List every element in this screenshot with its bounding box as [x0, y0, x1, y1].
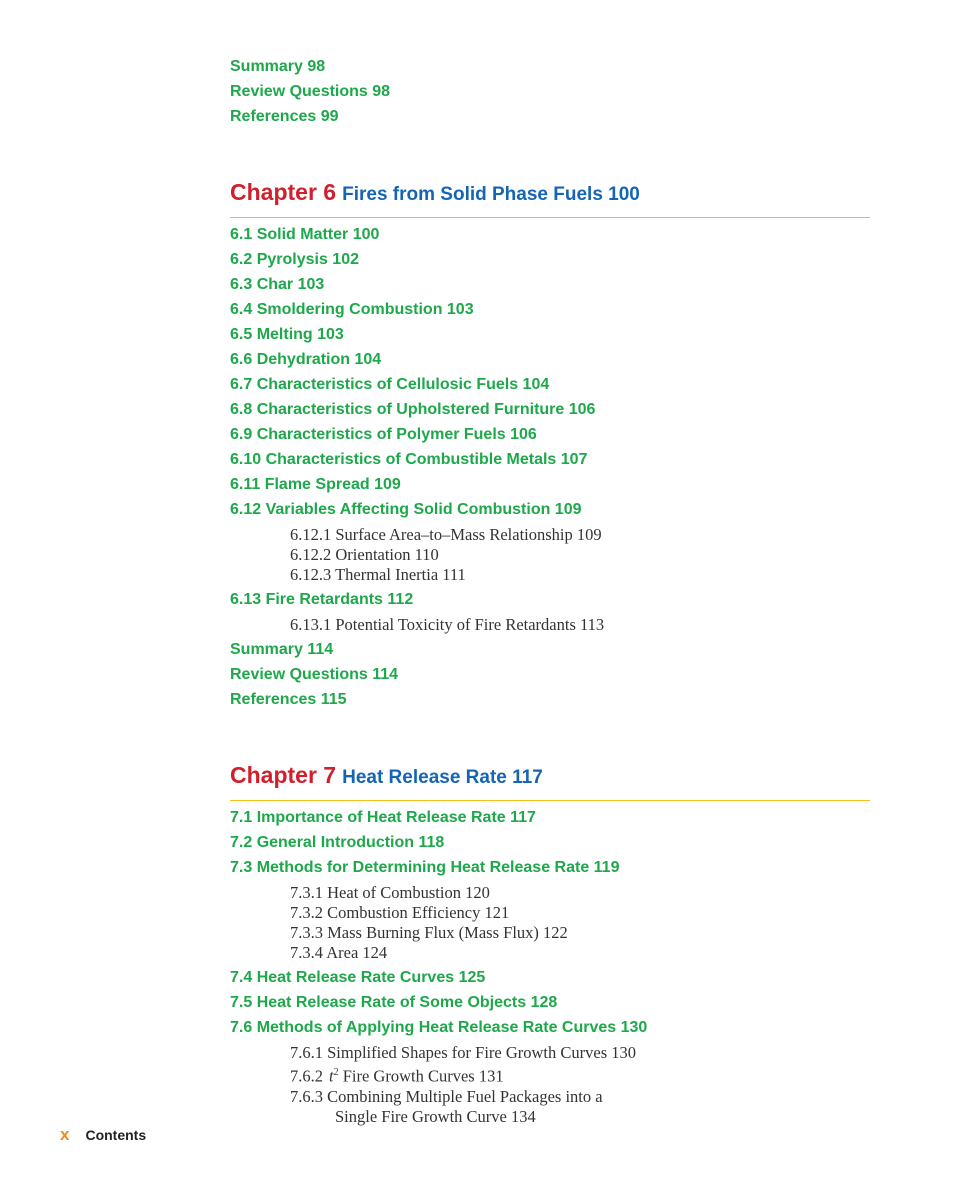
math-superscript: 2	[333, 1067, 339, 1078]
toc-subsection[interactable]: 6.13.1 Potential Toxicity of Fire Retardants 113	[290, 615, 605, 634]
table-of-contents	[230, 54, 870, 1129]
toc-section[interactable]: 6.8 Characteristics of Upholstered Furniture 106	[230, 401, 596, 418]
chapter-7-title: Heat Release Rate 117	[342, 767, 543, 788]
subsection-list-7-3	[230, 880, 870, 965]
chapter-6-sections	[230, 222, 870, 712]
chapter-6-title: Fires from Solid Phase Fuels 100	[342, 184, 640, 205]
toc-subsection[interactable]: 7.6.3 Combining Multiple Fuel Packages into a	[290, 1086, 603, 1106]
toc-subsection[interactable]: 7.3.4 Area 124	[290, 943, 388, 962]
subsection-number: 7.6.2	[290, 1066, 323, 1086]
toc-section[interactable]: 7.6 Methods of Applying Heat Release Rate Curves 130	[230, 1019, 648, 1036]
continuation-text: Single Fire Growth Curve 134	[335, 1106, 536, 1126]
toc-entry-references[interactable]: References 99	[230, 108, 339, 125]
chapter-6-label: Chapter 6	[230, 179, 337, 205]
toc-section[interactable]: 6.9 Characteristics of Polymer Fuels 106	[230, 426, 537, 443]
chapter-7-sections	[230, 805, 870, 1129]
toc-section[interactable]: 6.3 Char 103	[230, 276, 325, 293]
page-footer	[60, 1124, 146, 1146]
toc-entry-review-questions[interactable]: Review Questions 114	[230, 666, 399, 683]
chapter-7-label: Chapter 7	[230, 762, 337, 788]
toc-entry-summary[interactable]: Summary 98	[230, 58, 326, 75]
chapter-6-divider	[230, 217, 870, 218]
top-entries	[230, 54, 870, 129]
math-variable: t	[329, 1066, 334, 1086]
toc-section[interactable]: 6.10 Characteristics of Combustible Metals 107	[230, 451, 588, 468]
subsection-list-7-6	[230, 1040, 870, 1129]
toc-section[interactable]: 7.2 General Introduction 118	[230, 834, 445, 851]
chapter-7-heading[interactable]	[230, 759, 870, 791]
toc-subsection[interactable]: 7.6.1 Simplified Shapes for Fire Growth Curves 130	[290, 1043, 637, 1062]
toc-subsection[interactable]: 6.12.1 Surface Area–to–Mass Relationship 109	[290, 525, 602, 544]
toc-section[interactable]: 7.4 Heat Release Rate Curves 125	[230, 969, 486, 986]
running-footer-label: Contents	[85, 1127, 147, 1143]
toc-section[interactable]: 6.4 Smoldering Combustion 103	[230, 301, 474, 318]
toc-section[interactable]: 6.7 Characteristics of Cellulosic Fuels 104	[230, 376, 550, 393]
toc-subsection[interactable]: 7.3.3 Mass Burning Flux (Mass Flux) 122	[290, 923, 568, 942]
toc-entry-references[interactable]: References 115	[230, 691, 347, 708]
subsection-list-6-12	[230, 522, 870, 587]
toc-entry-summary[interactable]: Summary 114	[230, 641, 334, 658]
subsection-title: Fire Growth Curves 131	[338, 1066, 504, 1086]
toc-entry-review-questions[interactable]: Review Questions 98	[230, 83, 391, 100]
subsection-list-6-13	[230, 612, 870, 637]
page-number: x	[60, 1125, 70, 1144]
toc-section[interactable]: 7.5 Heat Release Rate of Some Objects 128	[230, 994, 558, 1011]
chapter-7-divider	[230, 800, 870, 801]
toc-section[interactable]: 6.11 Flame Spread 109	[230, 476, 401, 493]
toc-subsection[interactable]: 6.12.2 Orientation 110	[290, 545, 439, 564]
toc-subsection[interactable]: 7.3.2 Combustion Efficiency 121	[290, 903, 510, 922]
chapter-6-heading[interactable]	[230, 176, 870, 208]
toc-section[interactable]: 7.3 Methods for Determining Heat Release Rate 119	[230, 859, 620, 876]
toc-section[interactable]: 6.1 Solid Matter 100	[230, 226, 380, 243]
toc-section[interactable]: 6.6 Dehydration 104	[230, 351, 382, 368]
toc-subsection[interactable]: 7.3.1 Heat of Combustion 120	[290, 883, 490, 902]
toc-section[interactable]: 6.2 Pyrolysis 102	[230, 251, 359, 268]
toc-subsection-continuation[interactable]	[230, 1107, 870, 1127]
toc-section[interactable]: 6.12 Variables Affecting Solid Combustion 109	[230, 501, 582, 518]
toc-subsection[interactable]: 6.12.3 Thermal Inertia 111	[290, 565, 466, 584]
toc-section[interactable]: 6.13 Fire Retardants 112	[230, 591, 414, 608]
toc-section[interactable]: 6.5 Melting 103	[230, 326, 344, 343]
toc-subsection-7-6-2[interactable]	[230, 1063, 870, 1087]
toc-section[interactable]: 7.1 Importance of Heat Release Rate 117	[230, 809, 536, 826]
